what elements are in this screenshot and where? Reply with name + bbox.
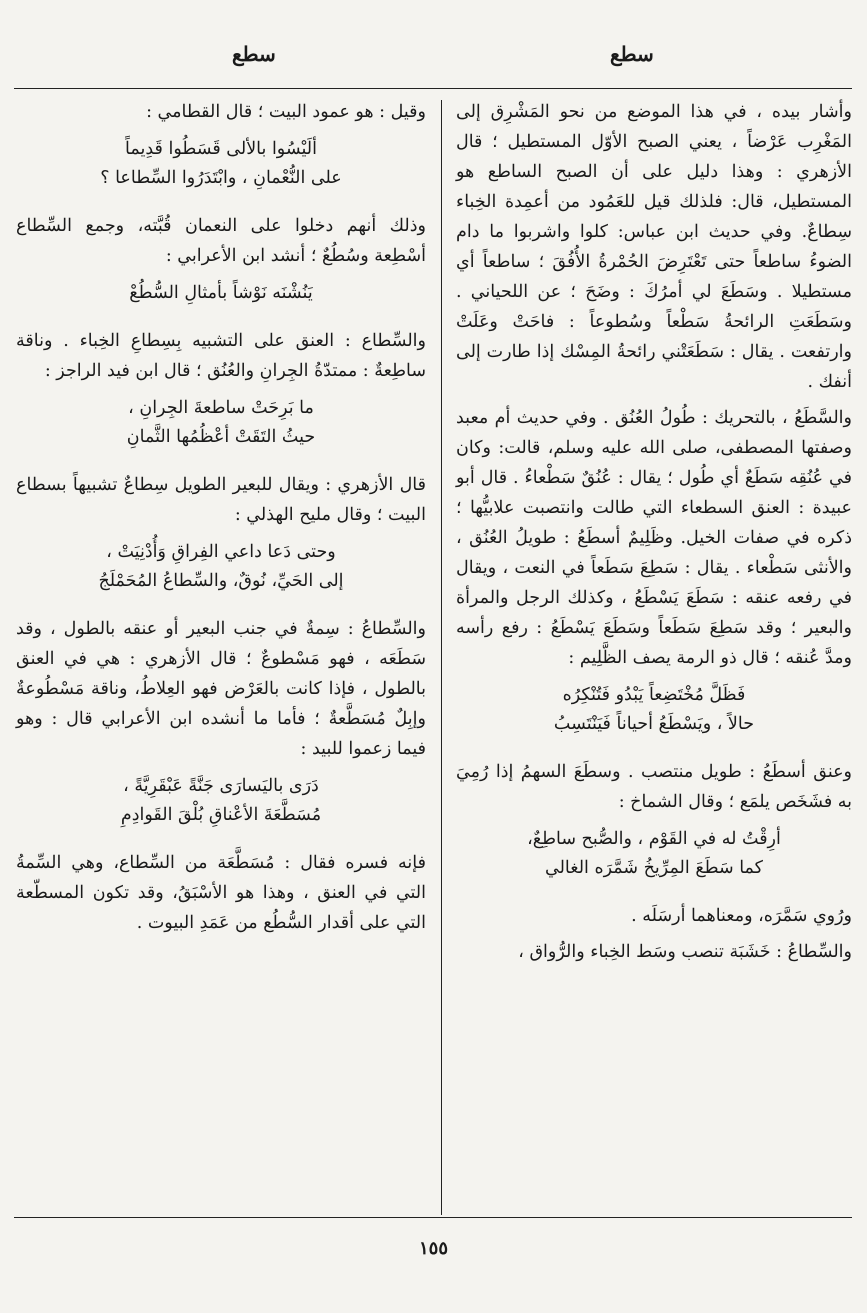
paragraph: والسِّطاعُ : سِمةٌ في جنب البعير أو عنقه بالطول ، وقد سَطَعَه ، فهو مَسْطوعٌ ؛ قال الأزهري : هي في العنق بالطول ، فإذا كانت بالعَرْض فهو العِلاطُ، وناقة مَسْطُوعةٌ وإبِلٌ مُسَطَّعةٌ ؛ فأما ما أنشده ابن الأعرابي قال : وهو فيما زعموا للبيد : (16, 619, 426, 759)
running-head-right: سطع (610, 42, 654, 66)
paragraph: وقيل : هو عمود البيت ؛ قال القطامي : (146, 102, 426, 122)
verse (16, 772, 426, 830)
verse-line: يَنُشْنَه نَوْشاً بأمثالِ السُّطُعْ (129, 283, 313, 303)
verse-line: حالاً ، ويَسْطَعُ أحياناً فَيَنْتَسِبُ (553, 714, 755, 734)
paragraph: قال الأزهري : ويقال للبعير الطويل سِطاعٌ تشبيهاً بسطاع البيت ؛ وقال مليح الهذلي : (16, 475, 426, 525)
page-number: ١٥٥ (418, 1238, 448, 1259)
verse-line: مُسَطَّعَةَ الأعْناقِ بُلْقَ القَوادِمِ (120, 805, 322, 825)
verse (456, 681, 852, 739)
paragraph: ورُوي سَمَّرَه، ومعناهما أرسَلَه . (631, 906, 852, 926)
column-divider (441, 100, 442, 1215)
verse-line: ما بَرِحَتْ ساطعةَ الجِرانِ ، (128, 398, 314, 418)
verse (16, 538, 426, 596)
paragraph: والسِّطاعُ : خَشَبَة تنصب وسَط الخِباء والرُّواق ، (518, 942, 852, 962)
verse (16, 279, 426, 308)
verse-line: أرِقْتُ له في القَوْم ، والصُّبح ساطِعٌ، (527, 829, 781, 849)
verse-line: دَرَى باليَسارَى جَنَّةً عَبْقَرِيَّةً ، (123, 776, 319, 796)
verse-line: كما سَطَعَ المِرِّيخُ شَمَّرَه الغالي (545, 858, 763, 878)
verse (16, 394, 426, 452)
right-column (456, 97, 852, 973)
verse (16, 135, 426, 193)
left-column (16, 97, 426, 944)
verse-line: على النُّعْمانِ ، وابْتَدَرُوا السِّطاعا ؟ (100, 168, 342, 188)
verse-line: وحتى دَعا داعي الفِراقِ وَأُدْنِيَتْ ، (106, 542, 336, 562)
verse (456, 825, 852, 883)
header-rule (14, 88, 852, 89)
verse-line: فَظَلَّ مُخْتَضِعاً يَبْدُو فَتُنْكِرُه (562, 685, 746, 705)
verse-line: حيثُ التَقَتْ أعْظُمُها الثَّمانِ (126, 427, 316, 447)
paragraph: فإنه فسره فقال : مُسَطَّعَة من السِّطاع، وهي السِّمةُ التي في العنق ، وهذا هو الأسْبَقُ، وقد تكون المسطّعة التي على أقدار السُّطُع من عَمَدِ البيوت . (16, 853, 426, 933)
paragraph: والسِّطاع : العنق على التشبيه بِسِطاعِ الخِباء . وناقة ساطِعةٌ : ممتدّةُ الجِرانِ والعُنُق ؛ قال ابن فيد الراجز : (16, 331, 426, 381)
paragraph: والسَّطَعُ ، بالتحريك : طُولُ العُنُق . وفي حديث أم معبد وصفتها المصطفى، صلى الله عليه وسلم، قالت: وكان في عُنُقِه سَطَعٌ أي طُول ؛ يقال : عُنُقٌ سَطْعاءُ . قال أبو عبيدة : العنق السطعاء التي طالت وانتصبت علابيُّها ؛ ذكره في صفات الخيل. وظَلِيمٌ أسطَعُ : طويلُ العُنُق ، والأنثى سَطْعاء . يقال : سَطِعَ سَطَعاً في النعت ، ويقال في رفعه عنقه : سَطَعَ يَسْطَعُ ، وكذلك الرجل والمرأة والبعير ؛ وقد سَطِعَ سَطَعاً وسَطَعَ يَسْطَعُ : رفع رأسه ومدَّ عُنقه ؛ قال ذو الرمة يصف الظَّلِيم : (456, 408, 852, 668)
paragraph: وعنق أسطَعُ : طويل منتصب . وسطَعَ السهمُ إذا رُمِيَ به فشَخَص يلمَع ؛ وقال الشماخ : (456, 762, 852, 812)
verse-line: ألَيْسُوا بالألى قَسَطُوا قَدِيماً (125, 139, 317, 159)
paragraph: وأشار بيده ، في هذا الموضع من نحو المَشْرِق إلى المَغْرِب عَرْضاً ، يعني الصبح الأوّل المستطيل ؛ قال الأزهري : وهذا دليل على أن الصبح الساطع هو المستطيل، قال: فلذلك قيل للعَمُود من أعمِدة الخِباء سِطاعٌ. وفي حديث ابن عباس: كلوا واشربوا ما دام الضوءُ ساطعاً حتى تَعْتَرِضَ الحُمْرةُ الأُفُقَ ؛ ساطعاً أي مستطيلا . وسَطَعَ لي أمرُكَ : وضَحَ ؛ عن اللحياني . وسَطَعَتِ الرائحةُ سَطْعاً وسُطوعاً : فاحَتْ وعَلَتْ وارتفعت . يقال : سَطَعَتْني رائحةُ المِسْك إذا طارت إلى أنفك . (456, 102, 852, 392)
running-head-left: سطع (232, 42, 276, 66)
footer-rule (14, 1217, 852, 1218)
verse-line: إلى الحَيِّ، نُوقٌ، والسِّطاعُ المُحَمْلَجُ (98, 571, 344, 591)
paragraph: وذلك أنهم دخلوا على النعمان قُبَّته، وجمع السِّطاع أسْطِعة وسُطُعٌ ؛ أنشد ابن الأعرابي : (16, 216, 426, 266)
